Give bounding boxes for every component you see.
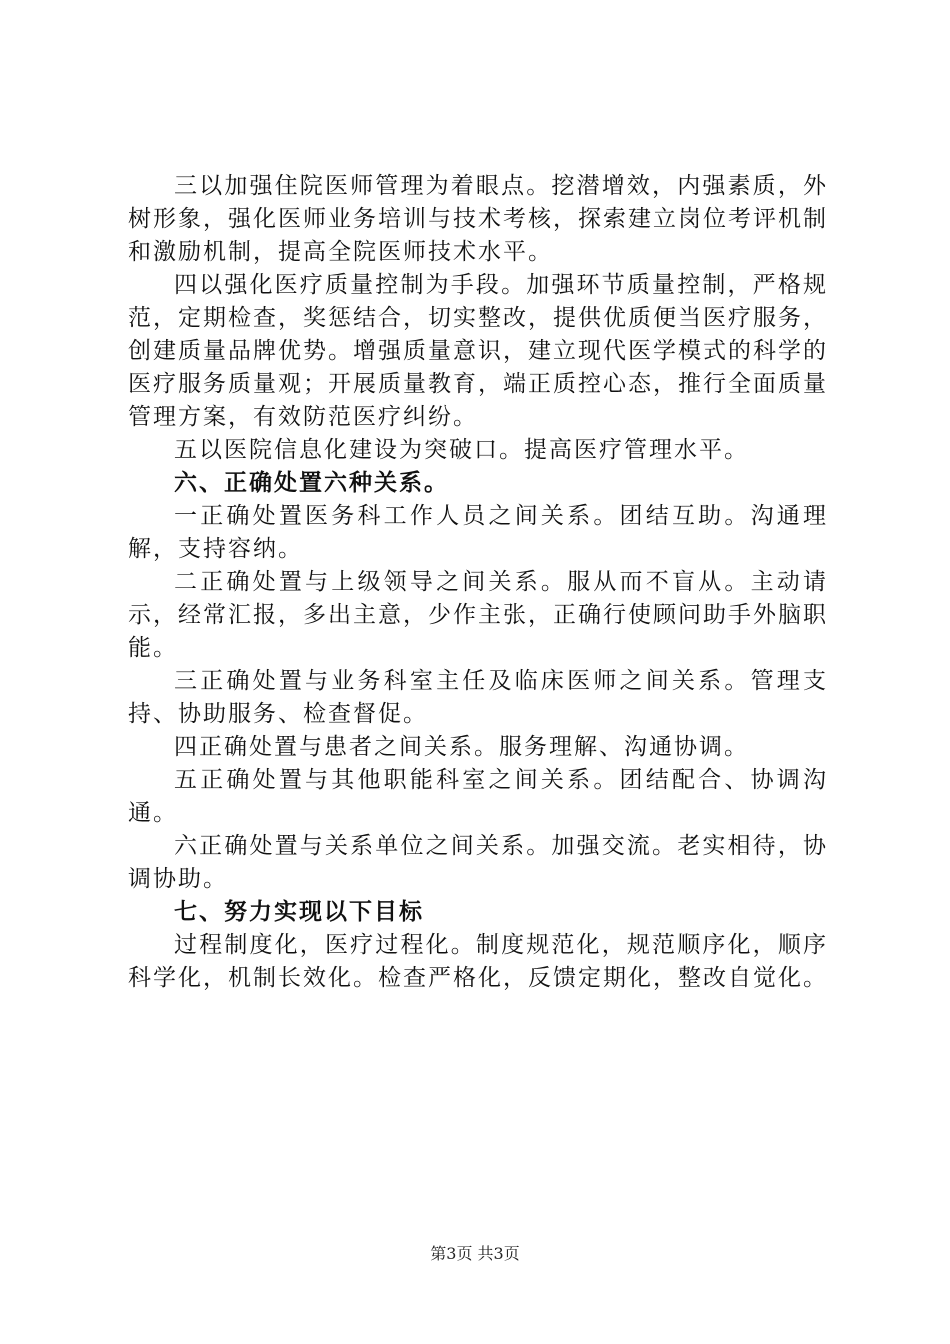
paragraph-goals: 过程制度化，医疗过程化。制度规范化，规范顺序化，顺序科学化，机制长效化。检查严格化，反馈定期化，整改自觉化。 bbox=[128, 932, 828, 991]
relation-item-5: 五正确处置与其他职能科室之间关系。团结配合、协调沟通。 bbox=[128, 767, 828, 826]
relation-item-1: 一正确处置医务科工作人员之间关系。团结互助。沟通理解，支持容纳。 bbox=[128, 503, 828, 562]
document-body bbox=[128, 170, 828, 995]
section-heading-goals: 七、努力实现以下目标 bbox=[174, 899, 424, 925]
paragraph-5-informatization: 五以医院信息化建设为突破口。提高医疗管理水平。 bbox=[174, 437, 749, 463]
paragraph-4-quality-control: 四以强化医疗质量控制为手段。加强环节质量控制，严格规范，定期检查，奖惩结合，切实整改，提供优质便当医疗服务，创建质量品牌优势。增强质量意识，建立现代医学模式的科学的医疗服务质量观；开展质量教育，端正质控心态，推行全面质量管理方案，有效防范医疗纠纷。 bbox=[128, 272, 828, 430]
section-heading-six-relations: 六、正确处置六种关系。 bbox=[174, 470, 449, 496]
page-footer: 第3页 共3页 bbox=[430, 1244, 520, 1263]
relation-item-4: 四正确处置与患者之间关系。服务理解、沟通协调。 bbox=[174, 734, 749, 760]
relation-item-6: 六正确处置与关系单位之间关系。加强交流。老实相待，协调协助。 bbox=[128, 833, 828, 892]
paragraph-3-inpatient-physician: 三以加强住院医师管理为着眼点。挖潜增效，内强素质，外树形象，强化医师业务培训与技术考核，探索建立岗位考评机制和激励机制，提高全院医师技术水平。 bbox=[128, 173, 828, 265]
relation-item-3: 三正确处置与业务科室主任及临床医师之间关系。管理支持、协助服务、检查督促。 bbox=[128, 668, 828, 727]
relation-item-2: 二正确处置与上级领导之间关系。服从而不盲从。主动请示，经常汇报，多出主意，少作主张，正确行使顾问助手外脑职能。 bbox=[128, 569, 828, 661]
